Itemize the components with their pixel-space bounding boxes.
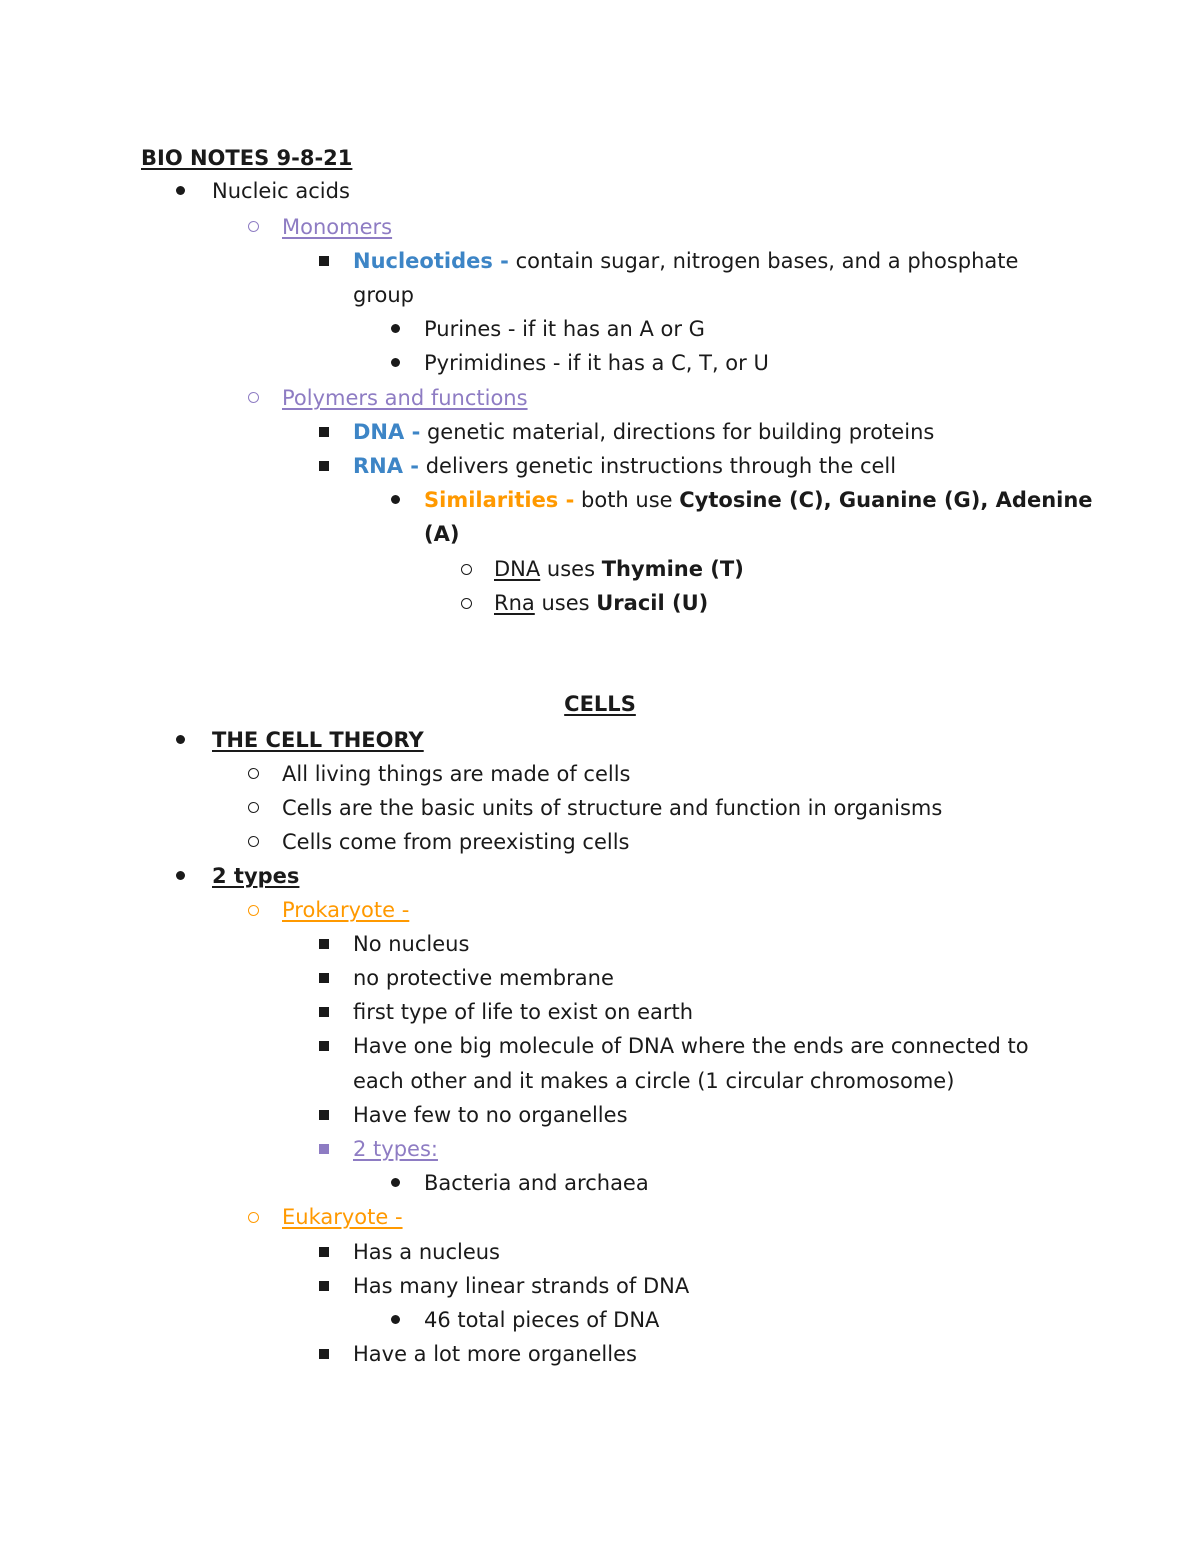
bullet-circle	[248, 802, 259, 813]
list-item-prok-5: Have few to no organelles	[353, 1103, 628, 1127]
bullet-disc	[391, 495, 400, 504]
list-item-prok-4-cont: each other and it makes a circle (1 circular chromosome)	[353, 1069, 955, 1093]
link-polymers[interactable]: Polymers and functions	[282, 386, 528, 410]
list-item-prok-4: Have one big molecule of DNA where the ends are connected to	[353, 1034, 1029, 1058]
bullet-circle	[248, 392, 259, 403]
list-item-euk-2a: 46 total pieces of DNA	[424, 1308, 660, 1332]
list-item-prok-1: No nucleus	[353, 932, 470, 956]
list-item-nucleotides-cont: group	[353, 283, 414, 307]
link-prokaryote[interactable]: Prokaryote -	[282, 898, 410, 922]
bullet-disc	[391, 1315, 400, 1324]
list-item-cell-theory: THE CELL THEORY	[212, 728, 424, 752]
bullet-circle	[248, 1212, 259, 1223]
list-item-nucleic-acids: Nucleic acids	[212, 179, 350, 203]
list-item-similarities: Similarities - both use Cytosine (C), Guanine (G), Adenine	[424, 488, 1093, 512]
bullet-square	[319, 1349, 329, 1359]
section-heading-cells: CELLS	[564, 692, 636, 716]
bullet-circle	[461, 598, 472, 609]
list-item-euk-2: Has many linear strands of DNA	[353, 1274, 690, 1298]
bullet-circle	[248, 905, 259, 916]
list-item-theory-2: Cells are the basic units of structure and function in organisms	[282, 796, 943, 820]
bullet-disc	[391, 324, 400, 333]
list-item-pyrimidines: Pyrimidines - if it has a C, T, or U	[424, 351, 769, 375]
list-item-prok-3: first type of life to exist on earth	[353, 1000, 694, 1024]
bullet-circle	[461, 564, 472, 575]
list-item-similarities-cont: (A)	[424, 522, 460, 546]
list-item-dna-thymine: DNA uses Thymine (T)	[494, 557, 744, 581]
page-title: BIO NOTES 9-8-21	[141, 146, 353, 170]
list-item-nucleotides: Nucleotides - contain sugar, nitrogen bases, and a phosphate	[353, 249, 1019, 273]
bullet-circle	[248, 768, 259, 779]
bullet-disc	[391, 1178, 400, 1187]
bullet-circle	[248, 836, 259, 847]
list-item-theory-3: Cells come from preexisting cells	[282, 830, 630, 854]
list-item-purines: Purines - if it has an A or G	[424, 317, 705, 341]
link-monomers[interactable]: Monomers	[282, 215, 393, 239]
bullet-disc	[176, 735, 185, 744]
list-item-bacteria: Bacteria and archaea	[424, 1171, 649, 1195]
bullet-square	[319, 1041, 329, 1051]
bullet-disc	[176, 186, 185, 195]
bullet-square	[319, 461, 329, 471]
bullet-square	[319, 1144, 329, 1154]
bullet-square	[319, 939, 329, 949]
bullet-square	[319, 1110, 329, 1120]
bullet-square	[319, 1247, 329, 1257]
list-item-rna: RNA - delivers genetic instructions through the cell	[353, 454, 897, 478]
bullet-circle	[248, 221, 259, 232]
list-item-euk-1: Has a nucleus	[353, 1240, 500, 1264]
bullet-disc	[391, 358, 400, 367]
bullet-square	[319, 973, 329, 983]
link-eukaryote[interactable]: Eukaryote -	[282, 1205, 403, 1229]
list-item-rna-uracil: Rna uses Uracil (U)	[494, 591, 709, 615]
bullet-disc	[176, 871, 185, 880]
list-item-theory-1: All living things are made of cells	[282, 762, 631, 786]
bullet-square	[319, 1281, 329, 1291]
list-item-dna: DNA - genetic material, directions for building proteins	[353, 420, 935, 444]
bullet-square	[319, 1007, 329, 1017]
list-item-2-types: 2 types	[212, 864, 300, 888]
bullet-square	[319, 427, 329, 437]
link-2-types[interactable]: 2 types:	[353, 1137, 438, 1161]
list-item-prok-2: no protective membrane	[353, 966, 614, 990]
bullet-square	[319, 256, 329, 266]
list-item-euk-3: Have a lot more organelles	[353, 1342, 637, 1366]
